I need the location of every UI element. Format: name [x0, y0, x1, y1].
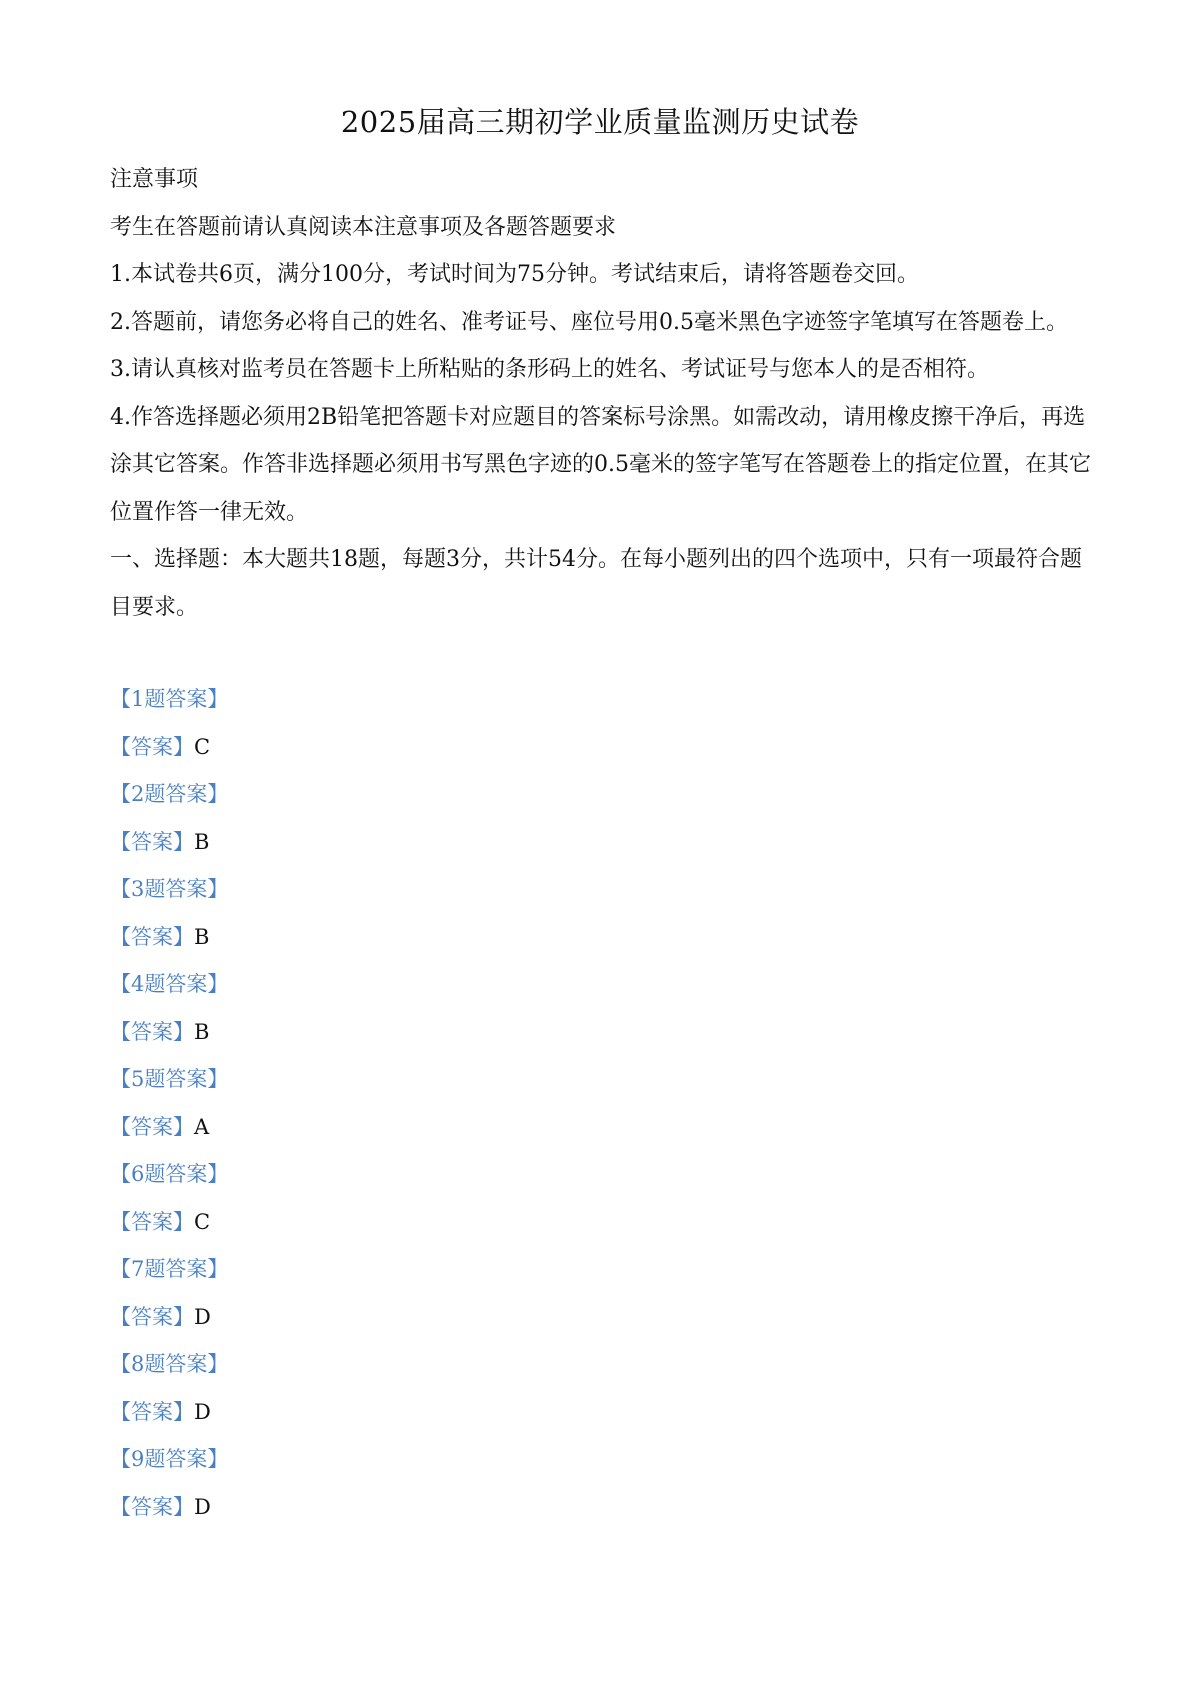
answer-label: 【答案】 [110, 1209, 194, 1234]
question-label: 【9题答案】 [110, 1447, 229, 1471]
question-label: 【4题答案】 [110, 972, 229, 996]
answer-value: C [194, 734, 211, 759]
question-label-row [110, 1436, 1100, 1484]
answer-label: 【答案】 [110, 1494, 194, 1519]
answer-row [110, 1009, 1100, 1057]
answer-list [110, 676, 1100, 1531]
answer-row [110, 1294, 1100, 1342]
answer-row [110, 724, 1100, 772]
instructions-block [110, 156, 1100, 631]
page-title: 2025届高三期初学业质量监测历史试卷 [340, 105, 860, 139]
answer-row [110, 819, 1100, 867]
rule-3: 3.请认真核对监考员在答题卡上所粘贴的条形码上的姓名、考试证号与您本人的是否相符。 [110, 357, 989, 382]
question-label: 【5题答案】 [110, 1067, 229, 1091]
notice-intro: 考生在答题前请认真阅读本注意事项及各题答题要求 [110, 214, 617, 240]
answer-row [110, 1484, 1100, 1532]
answer-value: A [194, 1114, 210, 1139]
answer-label: 【答案】 [110, 924, 194, 949]
question-label-row [110, 1056, 1100, 1104]
answer-label: 【答案】 [110, 829, 194, 854]
question-label: 【6题答案】 [110, 1162, 229, 1186]
answer-label: 【答案】 [110, 1399, 194, 1424]
answer-label: 【答案】 [110, 1019, 194, 1044]
rule-1: 1.本试卷共6页，满分100分，考试时间为75分钟。考试结束后，请将答题卷交回。 [110, 262, 919, 287]
question-label-row [110, 866, 1100, 914]
answer-value: B [194, 829, 210, 854]
rule-4: 4.作答选择题必须用2B铅笔把答题卡对应题目的答案标号涂黑。如需改动，请用橡皮擦干净后，再选涂其它答案。作答非选择题必须用书写黑色字迹的0.5毫米的签字笔写在答题卷上的指定位置，在其它位置作答一律无效。 [110, 404, 1091, 525]
answer-value: C [194, 1209, 211, 1234]
answer-label: 【答案】 [110, 734, 194, 759]
question-label: 【7题答案】 [110, 1257, 229, 1281]
answer-value: D [194, 1494, 211, 1519]
question-label-row [110, 1341, 1100, 1389]
question-label: 【8题答案】 [110, 1352, 229, 1376]
question-label-row [110, 771, 1100, 819]
answer-label: 【答案】 [110, 1114, 194, 1139]
rule-2: 2.答题前，请您务必将自己的姓名、准考证号、座位号用0.5毫米黑色字迹签字笔填写在答题卷上。 [110, 309, 1068, 335]
section-one-heading: 一、选择题：本大题共18题，每题3分，共计54分。在每小题列出的四个选项中，只有一项最符合题目要求。 [110, 547, 1082, 620]
notice-heading: 注意事项 [110, 167, 199, 192]
answer-value: D [194, 1304, 211, 1329]
question-label-row [110, 676, 1100, 724]
answer-value: B [194, 924, 210, 949]
answer-label: 【答案】 [110, 1304, 194, 1329]
question-label: 【2题答案】 [110, 782, 229, 806]
answer-row [110, 914, 1100, 962]
question-label-row [110, 961, 1100, 1009]
question-label-row [110, 1246, 1100, 1294]
question-label-row [110, 1151, 1100, 1199]
answer-value: D [194, 1399, 211, 1424]
question-label: 【3题答案】 [110, 877, 229, 901]
question-label: 【1题答案】 [110, 687, 229, 711]
answer-value: B [194, 1019, 210, 1044]
answer-row [110, 1389, 1100, 1437]
answer-row [110, 1104, 1100, 1152]
answer-row [110, 1199, 1100, 1247]
